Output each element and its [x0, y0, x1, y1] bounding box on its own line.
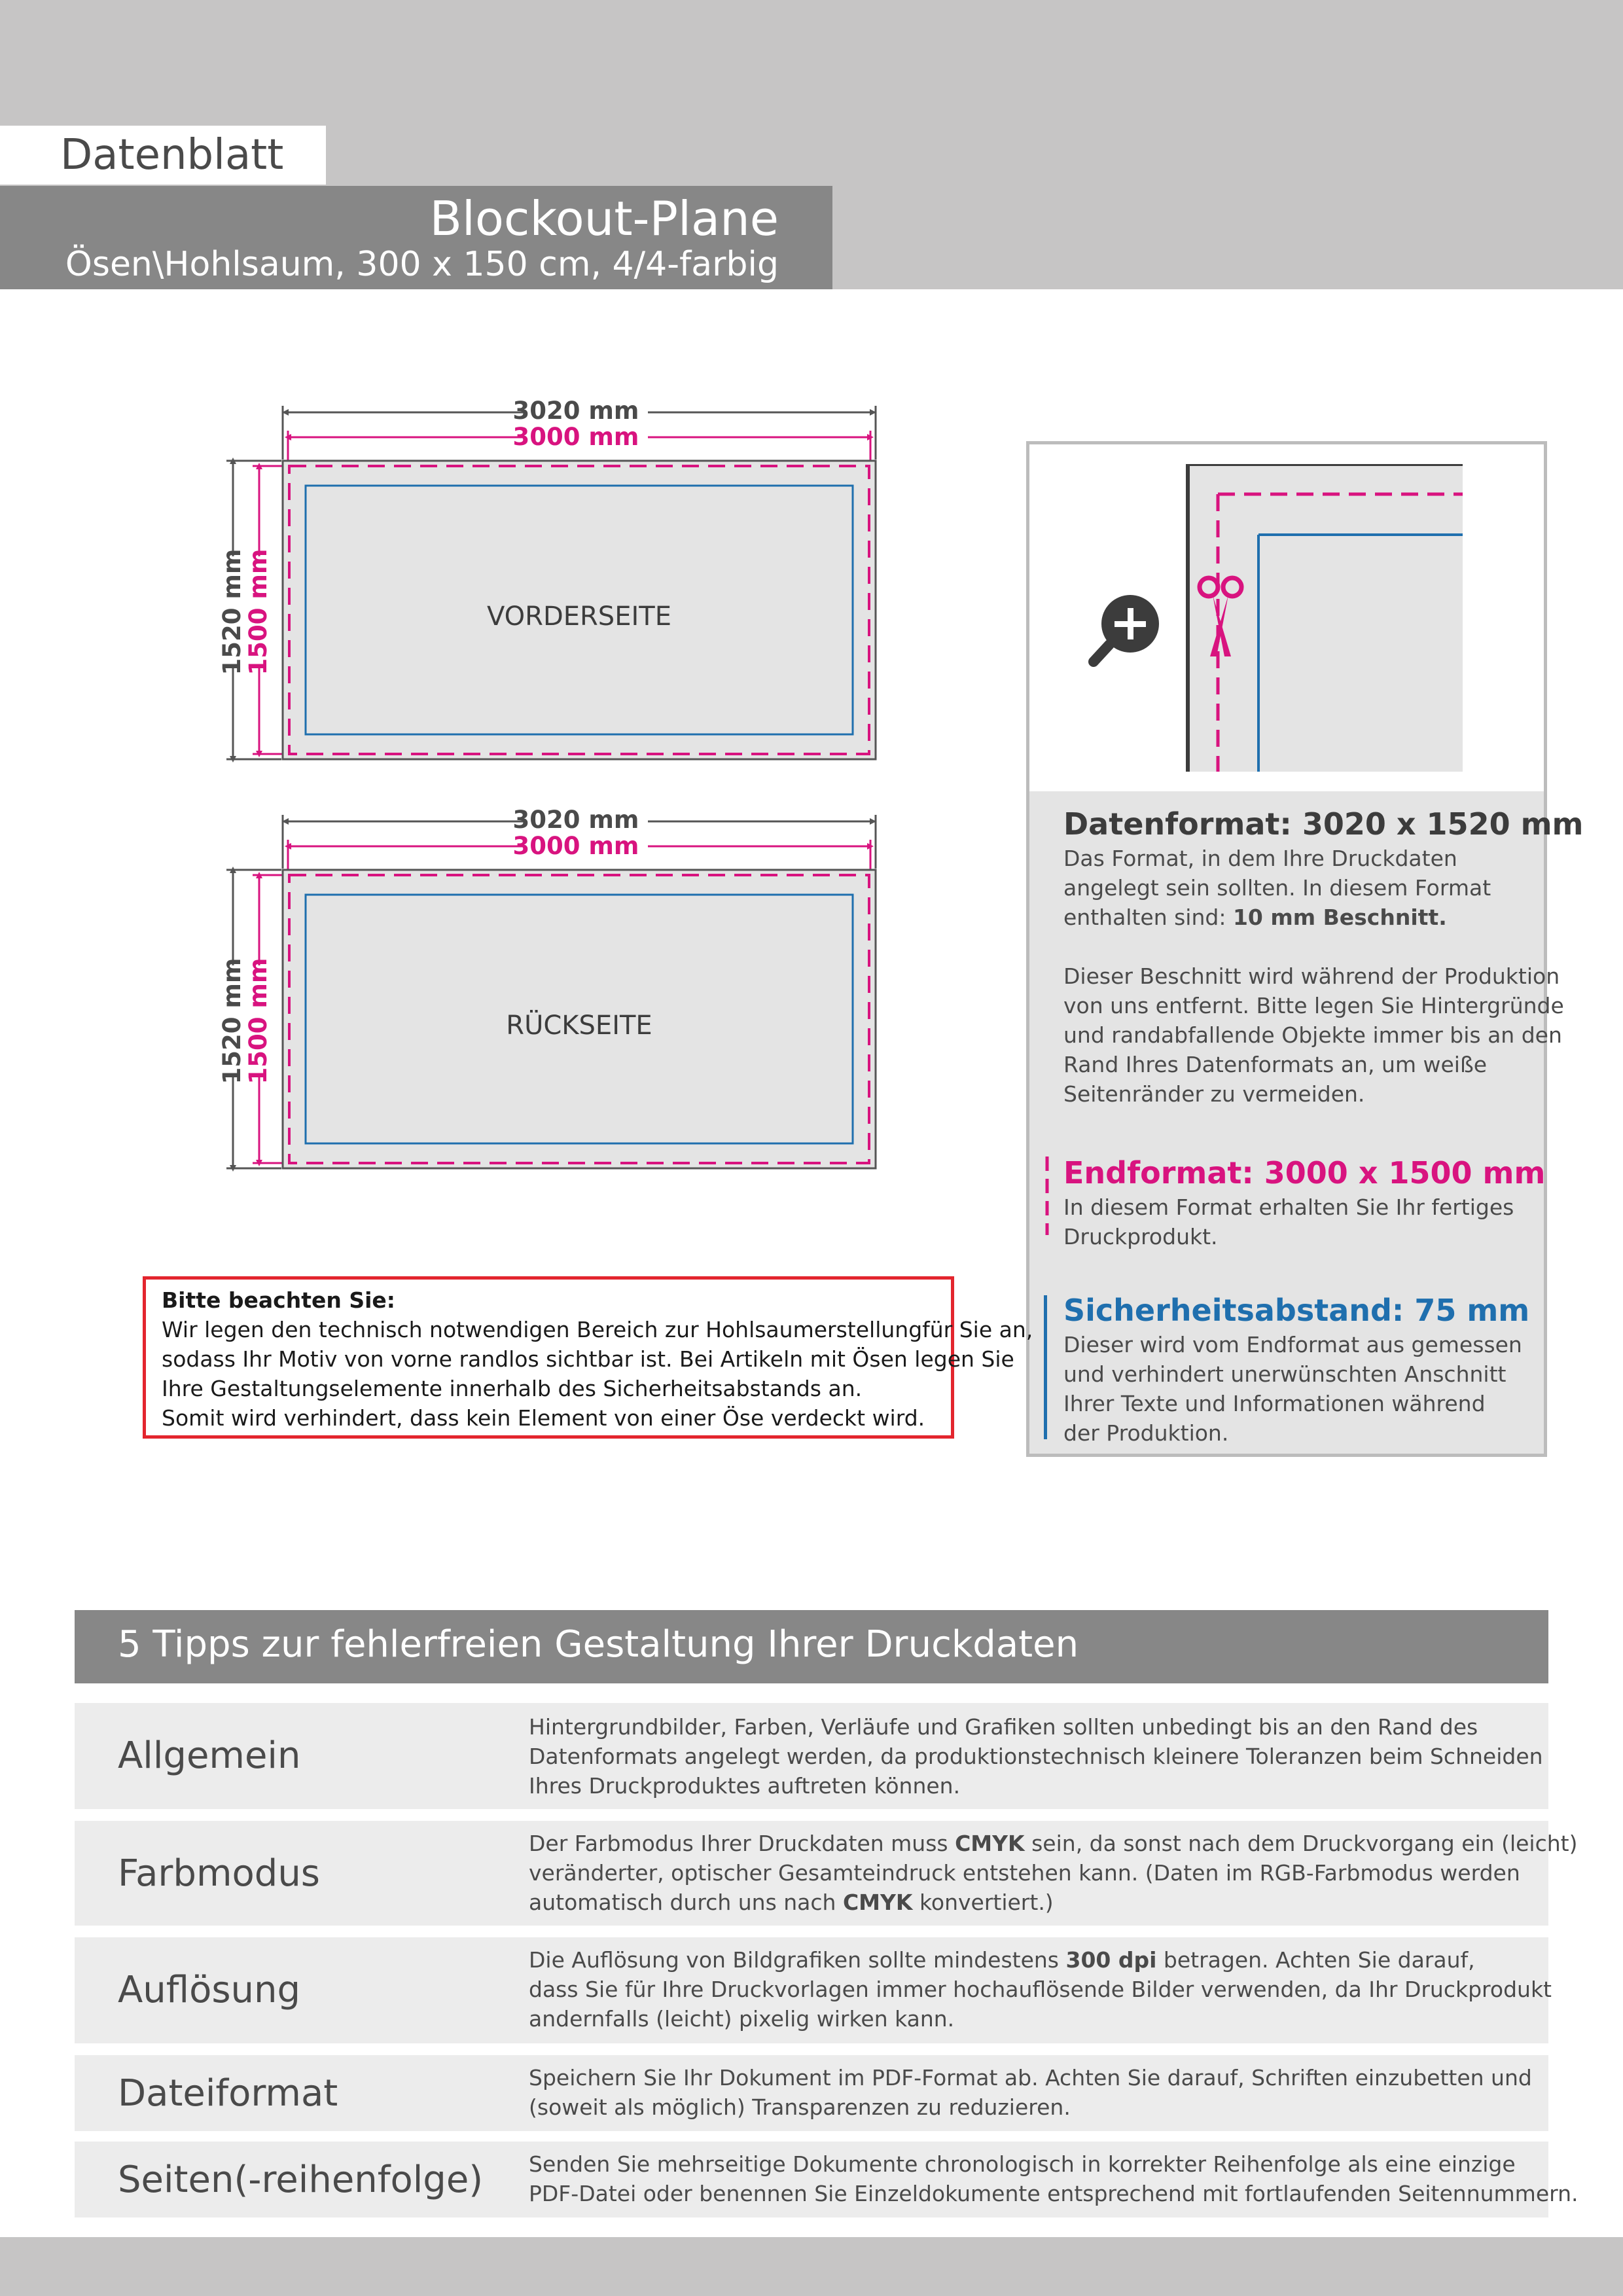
- sicherheit-title: Sicherheitsabstand: 75 mm: [1063, 1293, 1530, 1328]
- tip-row: [75, 1937, 1552, 2043]
- datenformat-line3-prefix: enthalten sind:: [1063, 905, 1233, 930]
- notice-line: Somit wird verhindert, dass kein Element von einer Öse verdeckt wird.: [162, 1405, 925, 1431]
- tip-text-segment: (soweit als möglich) Transparenzen zu reduzieren.: [529, 2094, 1071, 2120]
- tip-text-line: [529, 2092, 1532, 2122]
- sicherheit-marker: [1044, 1295, 1047, 1439]
- title-box: [0, 186, 832, 289]
- tip-text-bold: CMYK: [955, 1831, 1025, 1856]
- sicherheit-line: Ihrer Texte und Informationen während: [1063, 1391, 1486, 1416]
- tip-text-line: [529, 2179, 1578, 2208]
- tip-text-line: [529, 1742, 1543, 1771]
- tip-text-segment: Die Auflösung von Bildgrafiken sollte mindestens: [529, 1947, 1066, 1973]
- datenformat-line: Rand Ihres Datenformats an, um weiße: [1063, 1052, 1488, 1077]
- endformat-title: Endformat: 3000 x 1500 mm: [1063, 1155, 1546, 1191]
- tip-text-segment: betragen. Achten Sie darauf,: [1156, 1947, 1475, 1973]
- tip-label: Seiten(-reihenfolge): [118, 2159, 484, 2201]
- datenformat-line: Das Format, in dem Ihre Druckdaten: [1063, 846, 1457, 871]
- datasheet-tag-label: Datenblatt: [60, 131, 284, 179]
- back-side-label: RÜCKSEITE: [506, 1011, 652, 1041]
- datenformat-line: angelegt sein sollten. In diesem Format: [1063, 875, 1491, 901]
- endformat-line: In diesem Format erhalten Sie Ihr fertiges: [1063, 1194, 1514, 1220]
- notice-title: Bitte beachten Sie:: [162, 1287, 396, 1313]
- back-height-data-label: 1520 mm: [218, 958, 246, 1085]
- front-side-label: VORDERSEITE: [487, 601, 671, 632]
- tip-row: [75, 1821, 1578, 1926]
- datenformat-line: [1063, 903, 1447, 932]
- tip-text-line: [529, 1858, 1577, 1888]
- notice-line: sodass Ihr Motiv von vorne randlos sichtbar ist. Bei Artikeln mit Ösen legen Sie: [162, 1346, 1014, 1372]
- endformat-marker: [1044, 1157, 1050, 1235]
- tip-label: Dateiformat: [118, 2072, 338, 2115]
- tip-text: [529, 2149, 1578, 2208]
- datenformat-line: Dieser Beschnitt wird während der Produktion: [1063, 963, 1560, 989]
- tip-text-segment: automatisch durch uns nach: [529, 1890, 843, 1915]
- tips-header: [75, 1610, 1548, 1683]
- scissors-icon: [1196, 573, 1245, 664]
- page-title: Blockout-Plane: [429, 191, 779, 246]
- footer-band: [0, 2237, 1623, 2296]
- back-width-end-label: 3000 mm: [512, 832, 639, 860]
- tip-text-segment: Speichern Sie Ihr Dokument im PDF-Format ab. Achten Sie darauf, Schriften einzubetten und: [529, 2065, 1532, 2090]
- tip-text-segment: Der Farbmodus Ihrer Druckdaten muss: [529, 1831, 955, 1856]
- tip-text-segment: konvertiert.): [912, 1890, 1054, 1915]
- tip-row: [75, 1703, 1548, 1809]
- legend-detail-view: [1029, 444, 1544, 791]
- legend-panel: [1026, 441, 1584, 1457]
- tips-title: 5 Tipps zur fehlerfreien Gestaltung Ihrer Druckdaten: [118, 1623, 1079, 1666]
- tip-text-line: [529, 2063, 1532, 2092]
- tip-text-segment: Hintergrundbilder, Farben, Verläufe und Grafiken sollten unbedingt bis an den Rand des: [529, 1714, 1478, 1740]
- tip-row: [75, 2142, 1578, 2217]
- zoom-in-icon: [1082, 582, 1173, 673]
- tip-label: Auflösung: [118, 1969, 301, 2011]
- tip-text-segment: sein, da sonst nach dem Druckvorgang ein (leicht): [1024, 1831, 1578, 1856]
- sicherheit-line: der Produktion.: [1063, 1420, 1229, 1446]
- sicherheit-line: und verhindert unerwünschten Anschnitt: [1063, 1361, 1507, 1387]
- back-width-data-label: 3020 mm: [512, 806, 639, 834]
- tip-text-segment: andernfalls (leicht) pixelig wirken kann.: [529, 2006, 955, 2032]
- tip-text-segment: PDF-Datei oder benennen Sie Einzeldokumente entsprechend mit fortlaufenden Seitennummern.: [529, 2181, 1578, 2206]
- tip-text: [529, 1945, 1552, 2034]
- sicherheit-line: Dieser wird vom Endformat aus gemessen: [1063, 1332, 1522, 1357]
- front-width-end-label: 3000 mm: [512, 423, 639, 451]
- tip-text-line: [529, 2149, 1578, 2179]
- notice-box: [143, 1276, 1033, 1439]
- endformat-line: Druckprodukt.: [1063, 1224, 1218, 1249]
- tip-text-bold: CMYK: [842, 1890, 913, 1915]
- tip-text-line: [529, 1975, 1552, 2004]
- tip-text-segment: Ihres Druckproduktes auftreten können.: [529, 1773, 961, 1799]
- tip-text-segment: veränderter, optischer Gesamteindruck entstehen kann. (Daten im RGB-Farbmodus werden: [529, 1860, 1520, 1886]
- tip-text: [529, 2063, 1532, 2122]
- tip-text-segment: Datenformats angelegt werden, da produktionstechnisch kleinere Toleranzen beim Schneiden: [529, 1744, 1543, 1769]
- tip-text-line: [529, 2004, 1552, 2034]
- tip-text-line: [529, 1771, 1543, 1801]
- back-height-end-label: 1500 mm: [244, 958, 272, 1085]
- tip-text-line: [529, 1888, 1577, 1917]
- page-subtitle: Ösen\Hohlsaum, 300 x 150 cm, 4/4-farbig: [65, 245, 779, 284]
- tip-text-line: [529, 1829, 1577, 1858]
- front-height-data-label: 1520 mm: [218, 548, 246, 675]
- datenformat-line: Seitenränder zu vermeiden.: [1063, 1081, 1365, 1107]
- tip-text: [529, 1829, 1577, 1917]
- datenformat-line: von uns entfernt. Bitte legen Sie Hintergründe: [1063, 993, 1564, 1018]
- front-height-end-label: 1500 mm: [244, 548, 272, 675]
- tip-row: [75, 2055, 1548, 2131]
- tip-label: Farbmodus: [118, 1852, 320, 1895]
- datenformat-line: und randabfallende Objekte immer bis an den: [1063, 1022, 1562, 1048]
- datenformat-line3-bold: 10 mm Beschnitt.: [1232, 905, 1447, 930]
- tip-text-line: [529, 1945, 1552, 1975]
- tip-text-line: [529, 1712, 1543, 1742]
- datasheet-tag: [0, 126, 326, 185]
- tip-text-bold: 300 dpi: [1065, 1947, 1157, 1973]
- tip-text-segment: Senden Sie mehrseitige Dokumente chronologisch in korrekter Reihenfolge als eine einzige: [529, 2151, 1516, 2177]
- datenformat-title: Datenformat: 3020 x 1520 mm: [1063, 806, 1584, 842]
- tip-text: [529, 1712, 1543, 1801]
- tip-text-segment: dass Sie für Ihre Druckvorlagen immer hochauflösende Bilder verwenden, da Ihr Druckprodukt: [529, 1977, 1552, 2002]
- front-width-data-label: 3020 mm: [512, 397, 639, 425]
- notice-line: Wir legen den technisch notwendigen Bereich zur Hohlsaumerstellungfür Sie an,: [162, 1317, 1033, 1342]
- notice-line: Ihre Gestaltungselemente innerhalb des Sicherheitsabstands an.: [162, 1376, 863, 1401]
- tip-label: Allgemein: [118, 1734, 301, 1777]
